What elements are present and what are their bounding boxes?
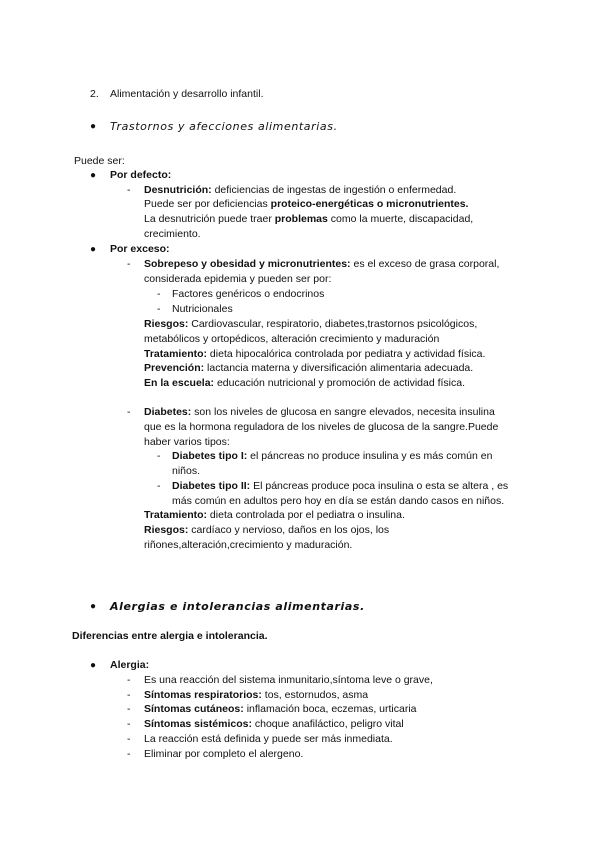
dash-icon: - [127,689,131,701]
subheading: Diferencias entre alergia e intolerancia. [72,630,268,642]
paragraph-line: Diabetes: son los niveles de glucosa en sangre elevados, necesita insulina [144,406,495,418]
paragraph-line: considerada epidemia y pueden ser por: [144,273,332,285]
paragraph-line: Riesgos: Cardiovascular, respiratorio, diabetes,trastornos psicológicos, [144,318,478,330]
list-item: niños. [172,465,201,477]
list-item: Nutricionales [172,303,233,315]
paragraph-line: Prevención: lactancia materna y diversificación alimentaria adecuada. [144,362,474,374]
bullet-icon: ● [90,170,97,181]
dash-icon: - [157,288,161,300]
list-item: Es una reacción del sistema inmunitario,síntoma leve o grave, [144,674,433,686]
dash-icon: - [127,184,131,196]
bullet-icon: ● [90,121,97,132]
section-heading: Alimentación y desarrollo infantil. [110,88,264,100]
section-title: Alergias e intolerancias alimentarias. [110,600,365,613]
subheading: Por exceso: [110,243,170,255]
intro-text: Puede ser: [74,155,125,167]
paragraph-line: metabólicos y ortopédicos, alteración crecimiento y maduración [144,333,440,345]
paragraph-line: crecimiento. [144,228,201,240]
paragraph-line: Tratamiento: dieta controlada por el pediatra o insulina. [144,509,405,521]
list-item: Síntomas respiratorios: tos, estornudos, asma [144,689,369,701]
bullet-icon: ● [90,244,97,255]
list-number: 2. [90,88,99,100]
list-item: más común en adultos pero hoy en día se están dando casos en niños. [172,495,505,507]
dash-icon: - [127,703,131,715]
paragraph-line: Tratamiento: dieta hipocalórica controlada por pediatra y actividad física. [144,348,486,360]
dash-icon: - [127,674,131,686]
subheading: Por defecto: [110,169,172,181]
list-item: Diabetes tipo I: el páncreas no produce insulina y es más común en [172,450,493,462]
dash-icon: - [127,733,131,745]
paragraph-line: La desnutrición puede traer problemas como la muerte, discapacidad, [144,213,474,225]
list-item: Síntomas cutáneos: inflamación boca, eczemas, urticaria [144,703,417,715]
paragraph-line: Puede ser por deficiencias proteico-energéticas o micronutrientes. [144,198,469,210]
list-item: Síntomas sistémicos: choque anafiláctico, peligro vital [144,718,404,730]
paragraph-line: Sobrepeso y obesidad y micronutrientes: es el exceso de grasa corporal, [144,258,500,270]
dash-icon: - [157,450,161,462]
paragraph-line: En la escuela: educación nutricional y promoción de actividad física. [144,377,466,389]
paragraph-line: Desnutrición: deficiencias de ingestas de ingestión o enfermedad. [144,184,457,196]
dash-icon: - [127,718,131,730]
subheading: Alergia: [110,659,150,671]
paragraph-line: riñones,alteración,crecimiento y maduración. [144,539,353,551]
paragraph-line: que es la hormona reguladora de los niveles de glucosa de la sangre.Puede [144,421,499,433]
list-item: Diabetes tipo II: El páncreas produce poca insulina o esta se altera , es [172,480,509,492]
dash-icon: - [157,303,161,315]
dash-icon: - [157,480,161,492]
dash-icon: - [127,406,131,418]
bullet-icon: ● [90,660,97,671]
list-item: La reacción está definida y puede ser más inmediata. [144,733,393,745]
dash-icon: - [127,748,131,760]
dash-icon: - [127,258,131,270]
bullet-icon: ● [90,601,97,612]
section-title: Trastornos y afecciones alimentarias. [110,120,338,133]
list-item: Eliminar por completo el alergeno. [144,748,304,760]
paragraph-line: Riesgos: cardíaco y nervioso, daños en los ojos, los [144,524,390,536]
list-item: Factores genéricos o endocrinos [172,288,325,300]
paragraph-line: haber varios tipos: [144,436,230,448]
